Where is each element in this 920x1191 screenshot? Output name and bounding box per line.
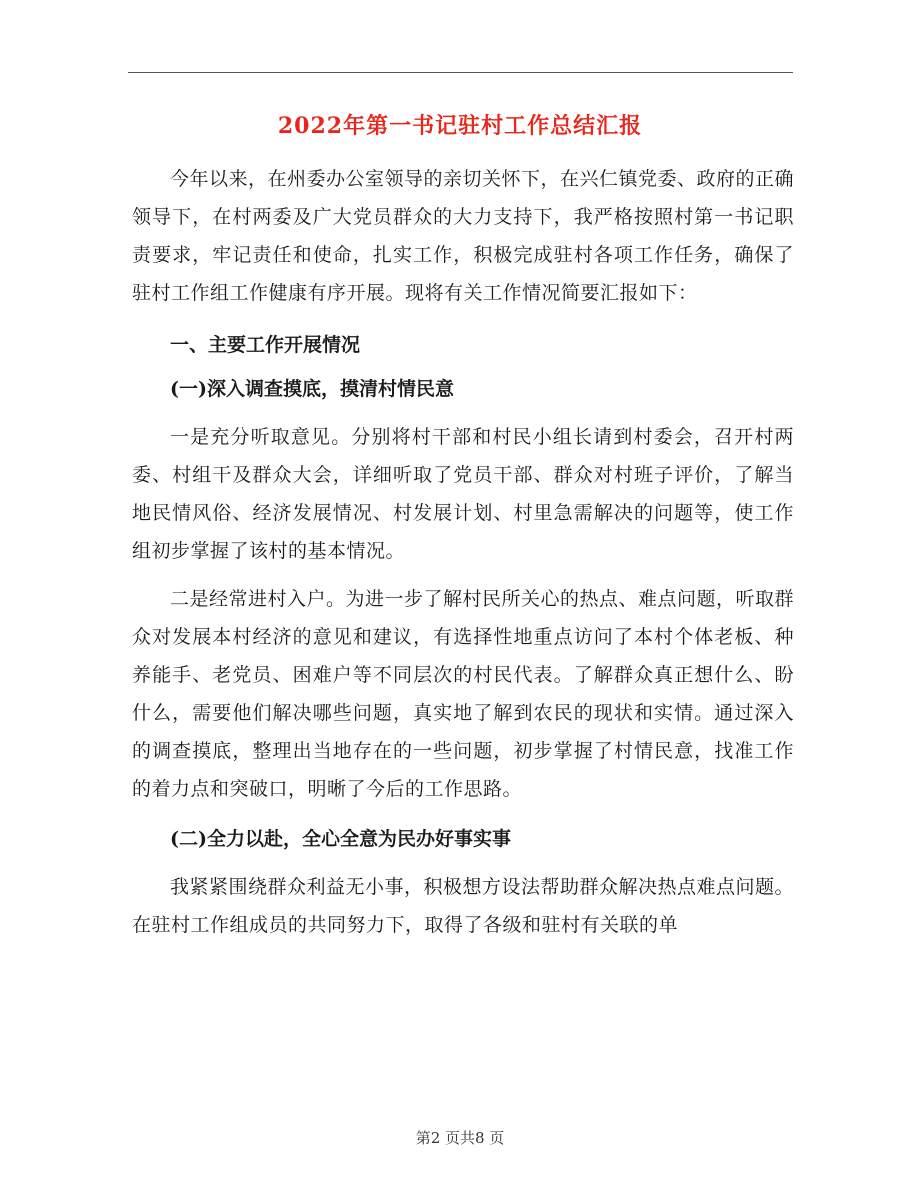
intro-paragraph: 今年以来，在州委办公室领导的亲切关怀下，在兴仁镇党委、政府的正确领导下，在村两委及广大党员群众的大力支持下，我严格按照村第一书记职责要求，牢记责任和使命，扎实工作，积极完成驻村各项工作任务，确保了驻村工作组工作健康有序开展。现将有关工作情况简要汇报如下：: [132, 168, 795, 304]
paragraph-visit-households: 二是经常进村入户。为进一步了解村民所关心的热点、难点问题，听取群众对发展本村经济的意见和建议，有选择性地重点访问了本村个体老板、种养能手、老党员、困难户等不同层次的村民代表。了解群众真正想什么、盼什么，需要他们解决哪些问题，真实地了解到农民的现状和实情。通过深入的调查摸底，整理出当地存在的一些问题，初步掌握了村情民意，找准工作的着力点和突破口，明晰了今后的工作思路。: [132, 588, 795, 800]
subsection-heading-survey: (一)深入调查摸底，摸清村情民意: [170, 378, 454, 400]
paragraph-solve-problems: 我紧紧围绕群众利益无小事，积极想方设法帮助群众解决热点难点问题。在驻村工作组成员的共同努力下，取得了各级和驻村有关联的单: [132, 876, 795, 936]
page-number: 第2 页共8 页: [415, 1129, 505, 1147]
document-title: 2022年第一书记驻村工作总结汇报: [277, 113, 643, 139]
document-body: [132, 160, 794, 944]
section-heading-main-work: 一、主要工作开展情况: [170, 334, 361, 356]
header-divider: [128, 72, 793, 73]
subsection-heading-practical-work: (二)全力以赴，全心全意为民办好事实事: [170, 828, 511, 850]
paragraph-listen-opinions: 一是充分听取意见。分别将村干部和村民小组长请到村委会，召开村两委、村组干及群众大会，详细听取了党员干部、群众对村班子评价，了解当地民情风俗、经济发展情况、村发展计划、村里急需解决的问题等，使工作组初步掌握了该村的基本情况。: [132, 426, 794, 562]
